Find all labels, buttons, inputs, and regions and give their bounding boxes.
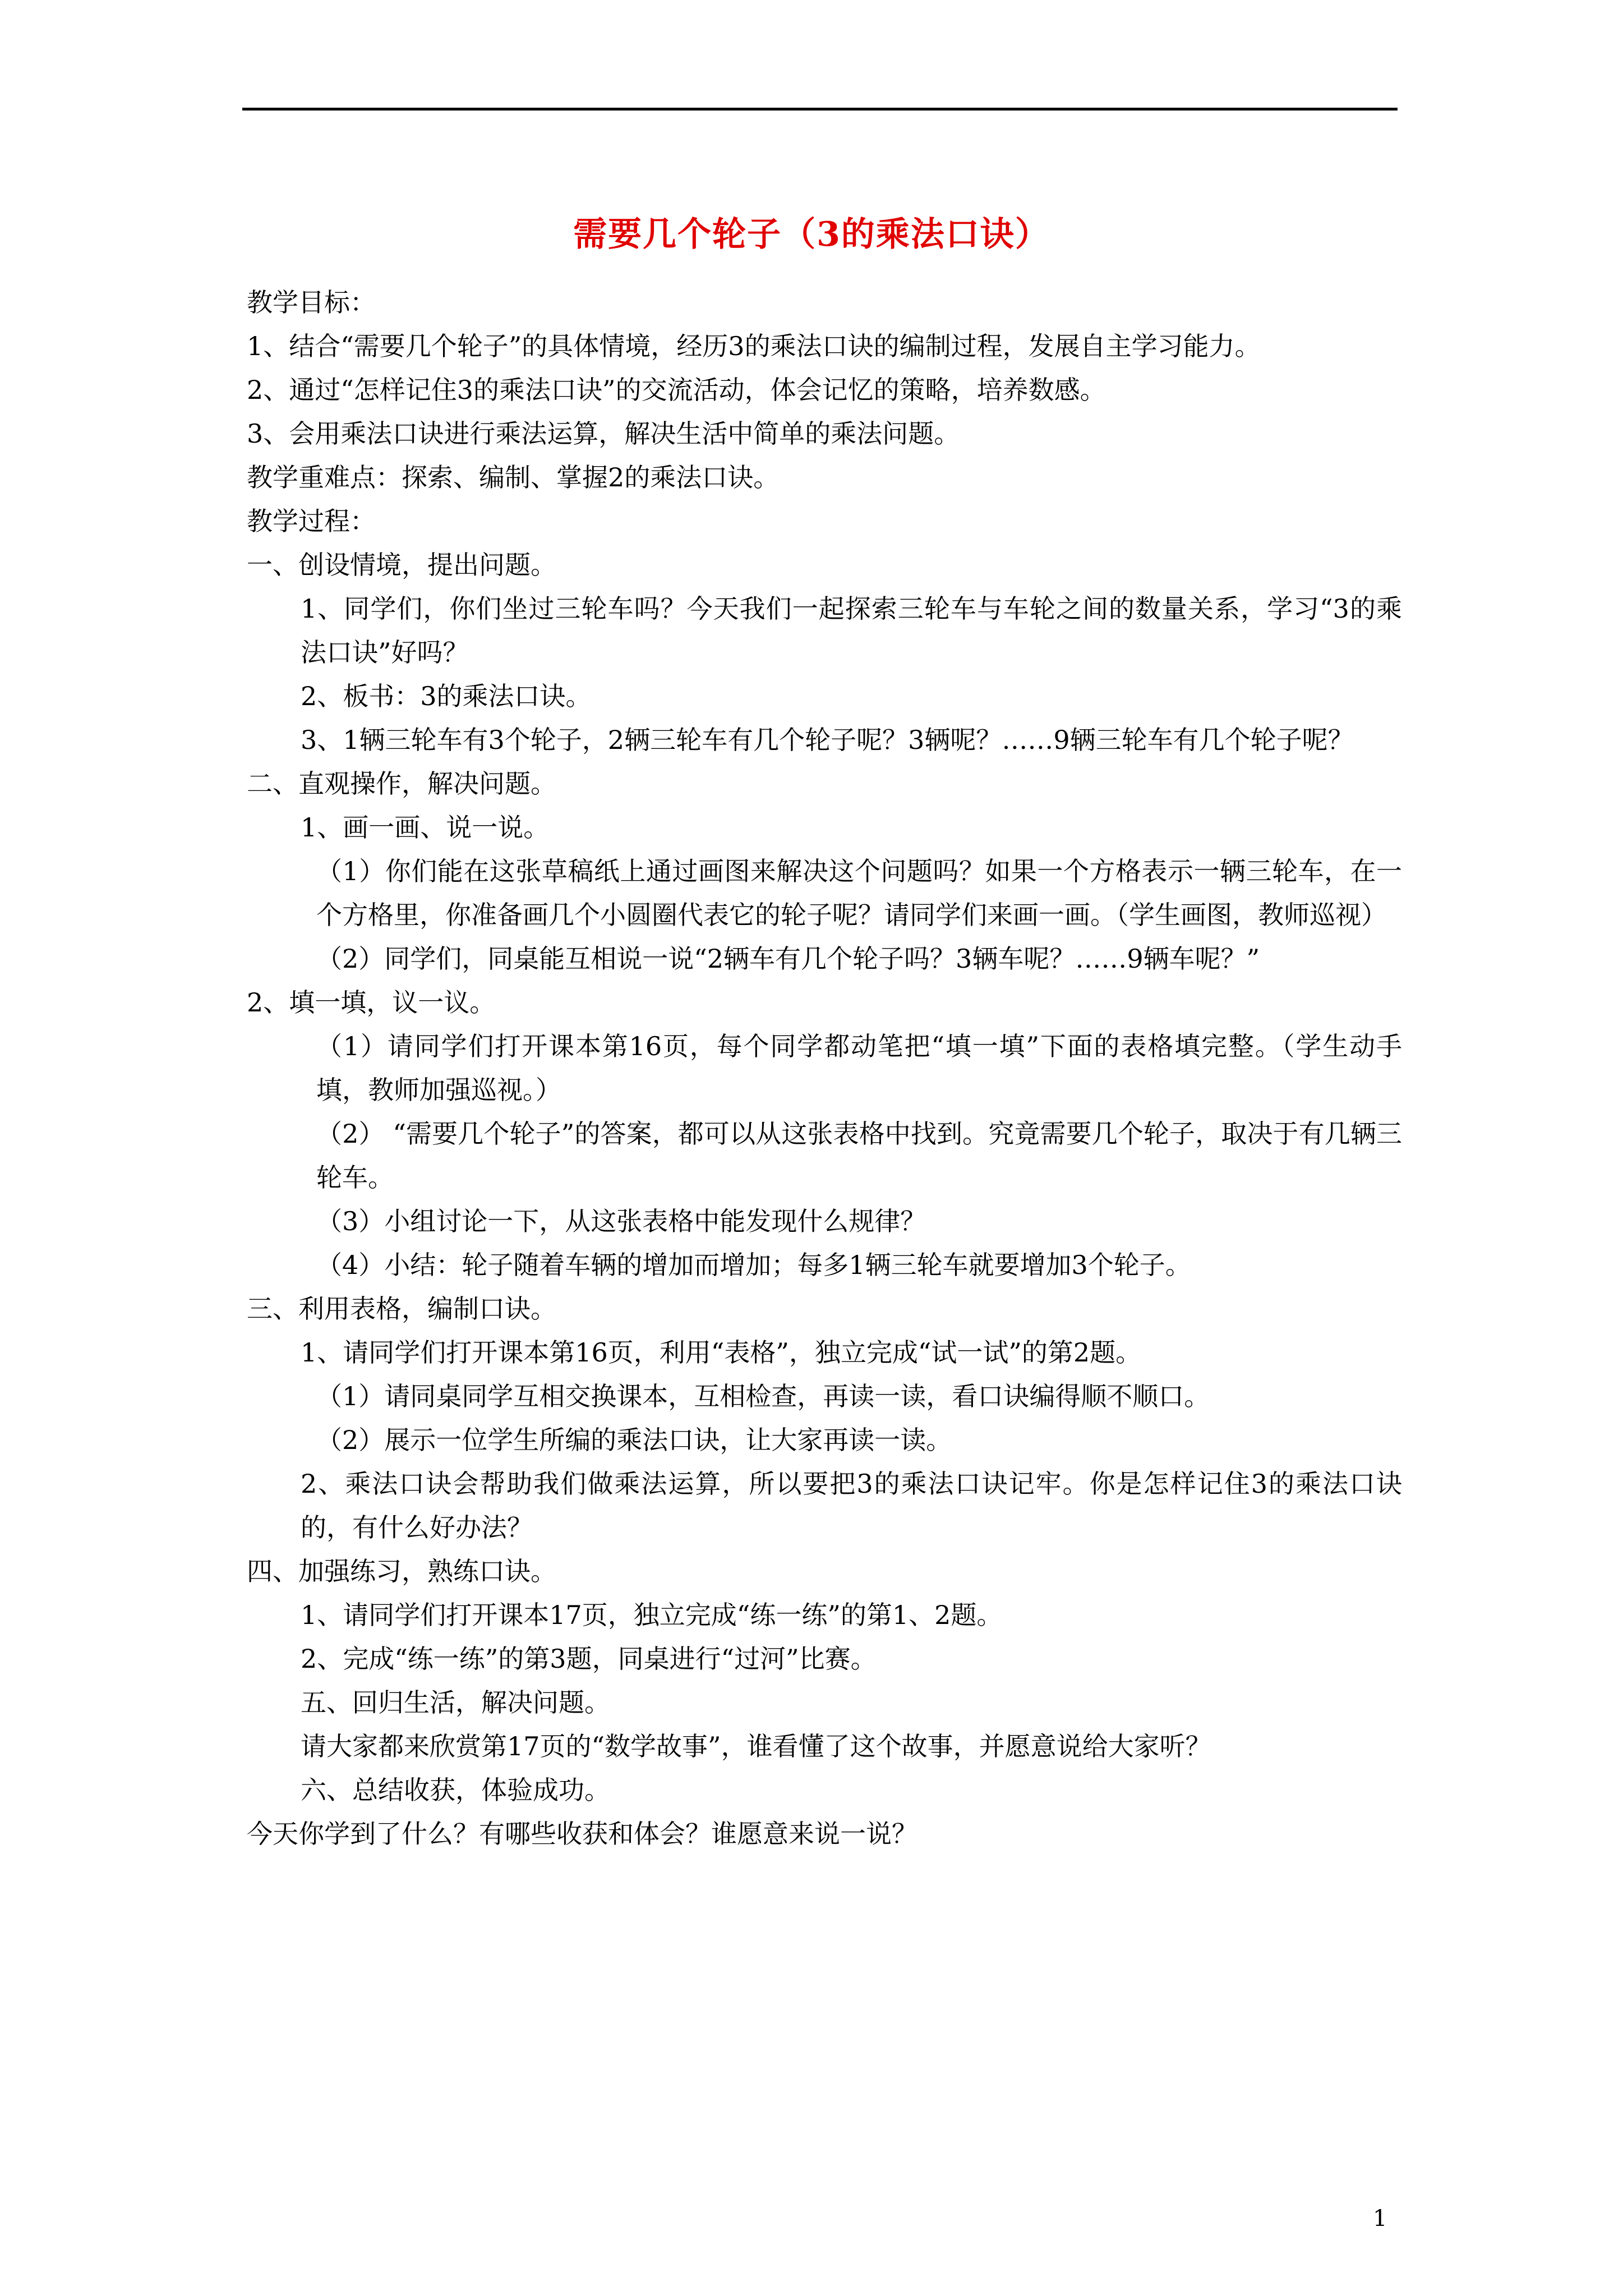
step-2-item-1-sub-2: （2）同学们，同桌能互相说一说“2辆车有几个轮子吗？3辆车呢？……9辆车呢？” xyxy=(316,944,1260,974)
step-2-item-2-sub-3: （3）小组讨论一下，从这张表格中能发现什么规律？ xyxy=(316,1206,926,1236)
page-number: 1 xyxy=(1373,2206,1387,2231)
step-heading-4: 四、加强练习，熟练口诀。 xyxy=(247,1556,556,1586)
step-6-item-1: 今天你学到了什么？有哪些收获和体会？谁愿意来说一说？ xyxy=(247,1819,917,1849)
step-heading-6: 六、总结收获，体验成功。 xyxy=(301,1775,610,1805)
step-3-item-1-sub-1: （1）请同桌同学互相交换课本，互相检查，再读一读，看口诀编得顺不顺口。 xyxy=(316,1381,1210,1411)
objective-2: 2、通过“怎样记住3的乘法口诀”的交流活动，体会记忆的策略，培养数感。 xyxy=(247,375,1106,405)
step-5-item-1: 请大家都来欣赏第17页的“数学故事”，谁看懂了这个故事，并愿意说给大家听？ xyxy=(301,1731,1211,1761)
key-difficulties: 教学重难点：探索、编制、掌握2的乘法口诀。 xyxy=(247,462,780,493)
step-2-item-2-sub-1: （1）请同学们打开课本第16页，每个同学都动笔把“填一填”下面的表格填完整。（学生动手填，教师加强巡视。） xyxy=(316,1031,1402,1105)
step-2-item-1: 1、画一画、说一说。 xyxy=(301,812,550,843)
step-4-item-2: 2、完成“练一练”的第3题，同桌进行“过河”比赛。 xyxy=(301,1644,877,1674)
section-heading-process: 教学过程： xyxy=(247,506,376,536)
section-heading-objectives: 教学目标： xyxy=(247,287,376,318)
step-heading-3: 三、利用表格，编制口诀。 xyxy=(247,1294,556,1324)
header-rule xyxy=(242,108,1398,111)
objective-1: 1、结合“需要几个轮子”的具体情境，经历3的乘法口诀的编制过程，发展自主学习能力。 xyxy=(247,331,1261,361)
step-2-item-2-sub-2: （2） “需要几个轮子”的答案，都可以从这张表格中找到。究竟需要几个轮子，取决于有几辆三轮车。 xyxy=(316,1119,1402,1193)
step-2-item-1-sub-1: （1）你们能在这张草稿纸上通过画图来解决这个问题吗？如果一个方格表示一辆三轮车，在一个方格里，你准备画几个小圆圈代表它的轮子呢？请同学们来画一画。（学生画图，教师巡视） xyxy=(316,856,1402,930)
step-3-item-1-sub-2: （2）展示一位学生所编的乘法口诀，让大家再读一读。 xyxy=(316,1425,952,1455)
step-3-item-1: 1、请同学们打开课本第16页，利用“表格”，独立完成“试一试”的第2题。 xyxy=(301,1337,1142,1368)
document-title: 需要几个轮子（3的乘法口诀） xyxy=(573,215,1050,254)
step-heading-1: 一、创设情境，提出问题。 xyxy=(247,550,556,580)
step-heading-2: 二、直观操作，解决问题。 xyxy=(247,769,556,799)
step-1-item-2: 2、板书：3的乘法口诀。 xyxy=(301,681,592,711)
document-body xyxy=(247,280,1402,1856)
objective-3: 3、会用乘法口诀进行乘法运算，解决生活中简单的乘法问题。 xyxy=(247,418,960,449)
step-heading-5: 五、回归生活，解决问题。 xyxy=(301,1687,610,1718)
step-4-item-1: 1、请同学们打开课本17页，独立完成“练一练”的第1、2题。 xyxy=(301,1600,1003,1630)
step-3-item-2: 2、乘法口诀会帮助我们做乘法运算，所以要把3的乘法口诀记牢。你是怎样记住3的乘法口诀的，有什么好办法？ xyxy=(301,1469,1402,1543)
step-2-item-2: 2、填一填，议一议。 xyxy=(247,987,496,1018)
step-1-item-1: 1、同学们，你们坐过三轮车吗？今天我们一起探索三轮车与车轮之间的数量关系，学习“3的乘法口诀”好吗？ xyxy=(301,593,1402,668)
step-1-item-3: 3、1辆三轮车有3个轮子，2辆三轮车有几个轮子呢？3辆呢？……9辆三轮车有几个轮子呢？ xyxy=(301,725,1354,755)
step-2-item-2-sub-4: （4）小结：轮子随着车辆的增加而增加；每多1辆三轮车就要增加3个轮子。 xyxy=(316,1250,1191,1280)
